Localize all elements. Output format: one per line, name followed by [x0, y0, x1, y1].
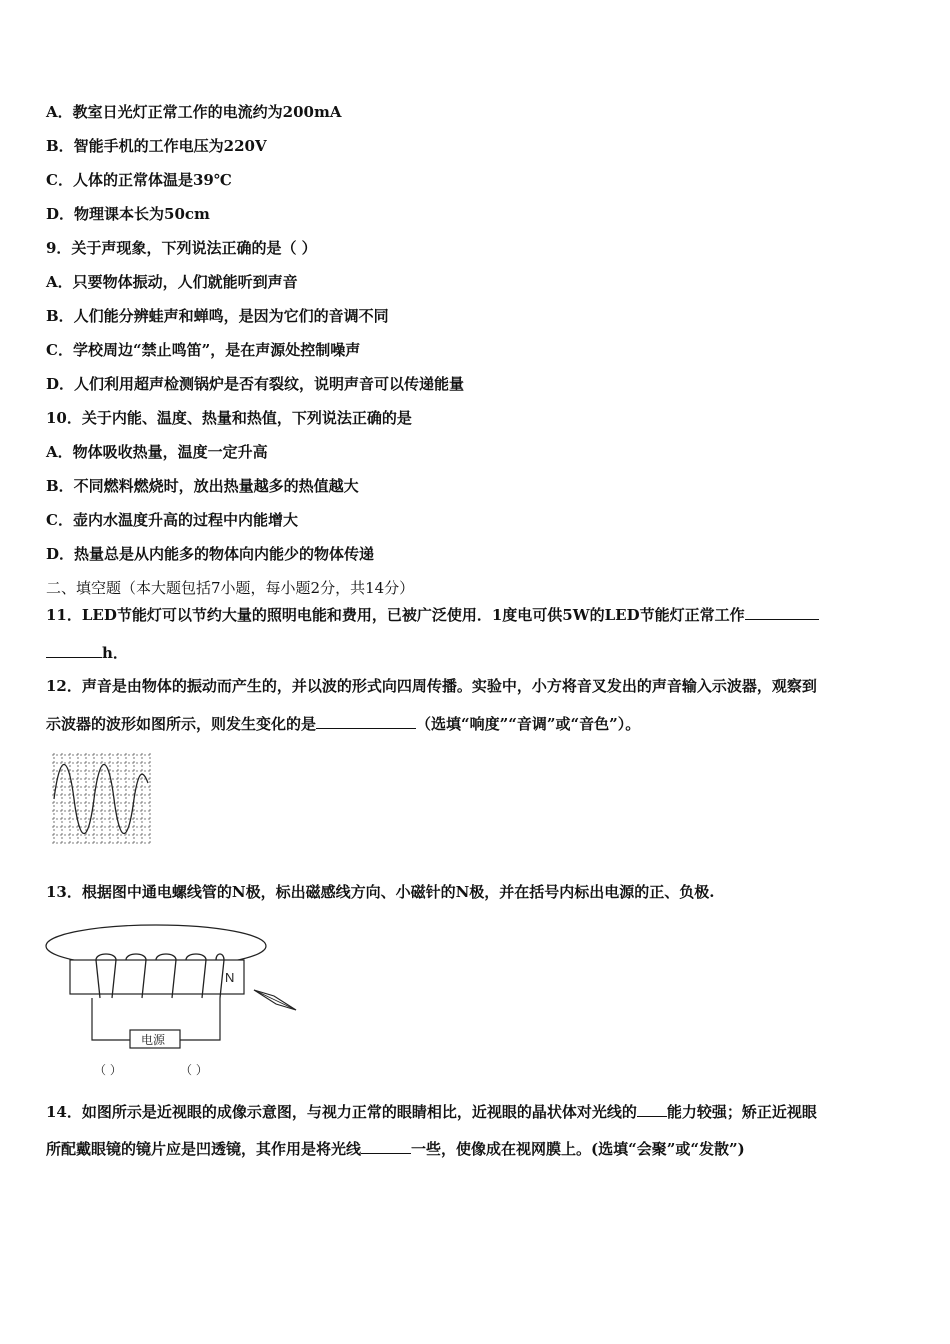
q9-option-a: A．只要物体振动，人们就能听到声音	[46, 273, 298, 291]
left-bracket: （ ）	[94, 1063, 122, 1077]
q9-option-b: B．人们能分辨蛙声和蝉鸣，是因为它们的音调不同	[46, 307, 389, 325]
q14-line2	[46, 1138, 745, 1159]
q11-line2	[46, 642, 128, 663]
section-heading: 二、填空题（本大题包括7小题，每小题2分，共14分）	[46, 579, 415, 597]
q9-option-d: D．人们利用超声检测锅炉是否有裂纹，说明声音可以传递能量	[46, 375, 465, 393]
q11-blank-1	[745, 604, 819, 620]
q14-blank-2	[361, 1138, 411, 1154]
q10-option-d: D．热量总是从内能多的物体向内能少的物体传递	[46, 545, 375, 563]
q11-line1	[46, 604, 819, 625]
q14-text-end: 能力较强；矫正近视眼	[666, 1103, 817, 1121]
oscilloscope-figure	[52, 753, 152, 845]
q12-text-end: （选填“响度”“音调”或“音色”）。	[416, 715, 641, 733]
q14-blank-1	[637, 1101, 667, 1117]
q8-option-b: B．智能手机的工作电压为220V	[46, 137, 267, 155]
q12-blank	[316, 713, 416, 729]
q14-text2-start: 所配戴眼镜的镜片应是凹透镜，其作用是将光线	[46, 1140, 362, 1158]
solenoid-circuit-figure	[44, 918, 304, 1082]
q10-option-a: A．物体吸收热量，温度一定升高	[46, 443, 268, 461]
q12-text-start: 示波器的波形如图所示，则发生变化的是	[46, 715, 317, 733]
q9-option-c: C．学校周边“禁止鸣笛”，是在声源处控制噪声	[46, 341, 361, 359]
q10-stem: 10．关于内能、温度、热量和热值，下列说法正确的是	[46, 409, 412, 427]
q10-option-c: C．壶内水温度升高的过程中内能增大	[46, 511, 298, 529]
q8-option-c: C．人体的正常体温是39℃	[46, 171, 232, 189]
q8-option-d: D．物理课本长为50cm	[46, 205, 210, 223]
q8-option-a: A．教室日光灯正常工作的电流约为200mA	[46, 103, 342, 121]
q14-text2-end: 一些，使像成在视网膜上。(选填“会聚”或“发散”)	[411, 1140, 745, 1158]
q11-unit: h．	[102, 644, 128, 662]
q14-text-start: 14．如图所示是近视眼的成像示意图，与视力正常的眼睛相比，近视眼的晶状体对光线的	[46, 1103, 637, 1121]
solenoid-n-pole: N	[225, 970, 235, 985]
q9-stem: 9．关于声现象，下列说法正确的是（ ）	[46, 239, 317, 257]
q14-line1	[46, 1101, 817, 1122]
q13-stem: 13．根据图中通电螺线管的N极，标出磁感线方向、小磁针的N极，并在括号内标出电源的正、负极.	[46, 883, 715, 901]
q12-line2	[46, 713, 640, 734]
q11-blank-2	[46, 642, 102, 658]
power-source-label: 电源	[141, 1033, 166, 1047]
right-bracket: （ ）	[180, 1063, 208, 1077]
q10-option-b: B．不同燃料燃烧时，放出热量越多的热值越大	[46, 477, 359, 495]
q11-text: 11．LED节能灯可以节约大量的照明电能和费用，已被广泛使用．1度电可供5W的LED节能灯正常工作	[46, 606, 745, 624]
q12-line1: 12．声音是由物体的振动而产生的，并以波的形式向四周传播。实验中，小方将音叉发出的声音输入示波器，观察到	[46, 677, 817, 695]
